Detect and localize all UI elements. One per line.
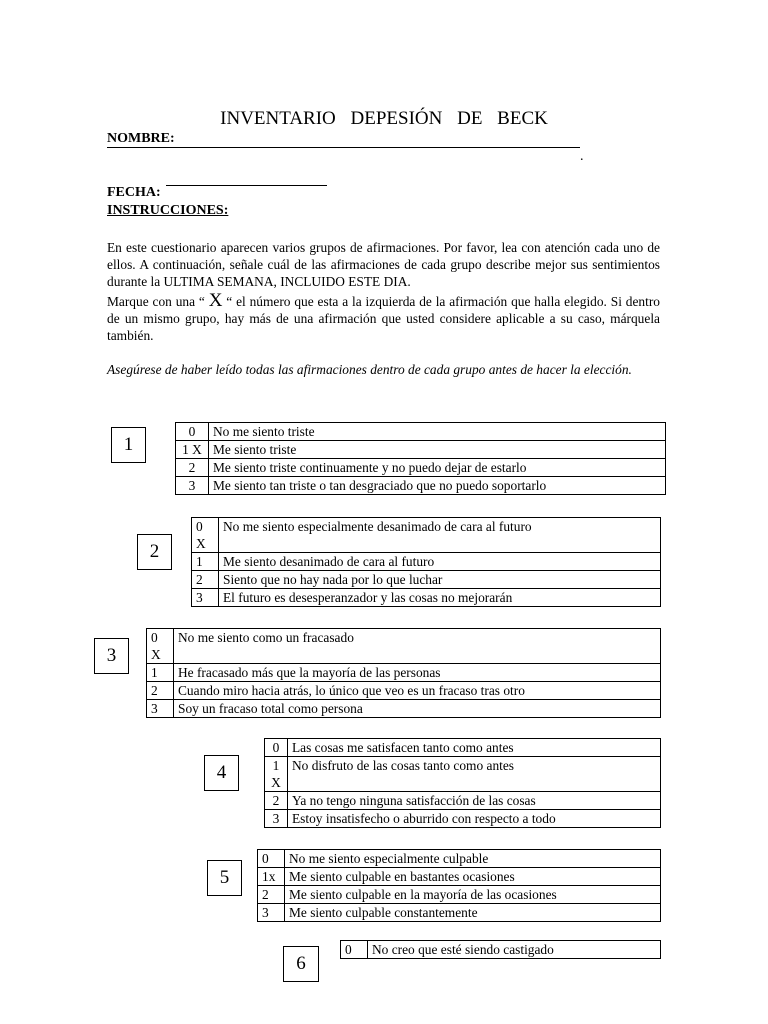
option-text: No disfruto de las cosas tanto como antes xyxy=(288,757,661,792)
question-1-option-1[interactable] xyxy=(176,441,666,459)
option-number: 3 xyxy=(192,589,219,607)
option-number: 3 xyxy=(265,810,288,828)
instructions-block xyxy=(107,239,660,378)
option-text: No me siento especialmente desanimado de cara al futuro xyxy=(219,518,661,553)
question-2-table xyxy=(191,517,661,607)
nombre-label: NOMBRE: xyxy=(107,131,175,146)
question-3-option-0[interactable] xyxy=(147,629,661,664)
instructions-paragraph-1: En este cuestionario aparecen varios grupos de afirmaciones. Por favor, lea con atención cada uno de ellos. A continuación, señale cuál de las afirmaciones de cada grupo describe mejor sus sentimientos durante la ULTIMA SEMANA, INCLUIDO ESTE DIA. xyxy=(107,240,660,289)
option-text: No me siento triste xyxy=(209,423,666,441)
option-text: Ya no tengo ninguna satisfacción de las cosas xyxy=(288,792,661,810)
option-text: No me siento especialmente culpable xyxy=(285,850,661,868)
question-6-table xyxy=(340,940,661,959)
question-1-table xyxy=(175,422,666,495)
option-text: Soy un fracaso total como persona xyxy=(174,700,661,718)
question-5-number: 5 xyxy=(207,860,242,896)
instrucciones-label: INSTRUCCIONES: xyxy=(107,203,229,218)
question-6-number: 6 xyxy=(283,946,319,982)
option-text: Me siento desanimado de cara al futuro xyxy=(219,553,661,571)
question-5-option-0[interactable] xyxy=(258,850,661,868)
option-number: 0 xyxy=(176,423,209,441)
option-number: 0 xyxy=(341,941,368,959)
option-number: 0 xyxy=(151,630,158,645)
question-4-option-1[interactable] xyxy=(265,757,661,792)
instructions-p2-start: Marque con una “ xyxy=(107,294,209,309)
option-number: 2 xyxy=(258,886,285,904)
question-2-option-3[interactable] xyxy=(192,589,661,607)
question-1-option-2[interactable] xyxy=(176,459,666,477)
question-3-number: 3 xyxy=(94,638,129,674)
question-4-number: 4 xyxy=(204,755,239,791)
fecha-label: FECHA: xyxy=(107,185,161,200)
question-2-option-2[interactable] xyxy=(192,571,661,589)
option-mark: X xyxy=(196,536,206,551)
option-text: Las cosas me satisfacen tanto como antes xyxy=(288,739,661,757)
option-number: 0 xyxy=(265,739,288,757)
question-4-option-0[interactable] xyxy=(265,739,661,757)
instructions-p2-end: “ el número que esta a la izquierda de la afirmación que halla elegido. Si dentro de un mismo grupo, hay más de una afirmación que usted considere aplicable a su caso, márquela también. xyxy=(107,294,660,343)
question-1-option-0[interactable] xyxy=(176,423,666,441)
option-text: Me siento culpable en la mayoría de las ocasiones xyxy=(285,886,661,904)
option-text: Me siento triste xyxy=(209,441,666,459)
question-6-option-0[interactable] xyxy=(341,941,661,959)
question-3-option-2[interactable] xyxy=(147,682,661,700)
question-1-number: 1 xyxy=(111,427,146,463)
question-3-option-3[interactable] xyxy=(147,700,661,718)
option-mark: X xyxy=(271,775,281,790)
option-number: 0 xyxy=(196,519,203,534)
option-text: No me siento como un fracasado xyxy=(174,629,661,664)
question-3-option-1[interactable] xyxy=(147,664,661,682)
option-text: No creo que esté siendo castigado xyxy=(368,941,661,959)
option-text: Cuando miro hacia atrás, lo único que veo es un fracaso tras otro xyxy=(174,682,661,700)
option-number: 0 xyxy=(258,850,285,868)
question-5-table xyxy=(257,849,661,922)
option-mark: X xyxy=(151,647,161,662)
option-number: 1 xyxy=(147,664,174,682)
option-number: 1 xyxy=(192,553,219,571)
option-text: Siento que no hay nada por lo que luchar xyxy=(219,571,661,589)
option-number: 2 xyxy=(176,459,209,477)
option-number: 3 xyxy=(258,904,285,922)
option-number: 2 xyxy=(265,792,288,810)
question-2-number: 2 xyxy=(137,534,172,570)
question-3-table xyxy=(146,628,661,718)
option-number: 1 X xyxy=(176,441,209,459)
option-number: 1x xyxy=(258,868,285,886)
question-4-option-3[interactable] xyxy=(265,810,661,828)
question-2-option-1[interactable] xyxy=(192,553,661,571)
option-number: 3 xyxy=(147,700,174,718)
option-number: 2 xyxy=(147,682,174,700)
page-title: INVENTARIO DEPESIÓN DE BECK xyxy=(220,108,548,129)
option-number: 3 xyxy=(176,477,209,495)
option-text: Estoy insatisfecho o aburrido con respecto a todo xyxy=(288,810,661,828)
question-4-option-2[interactable] xyxy=(265,792,661,810)
option-text: Me siento culpable constantemente xyxy=(285,904,661,922)
question-5-option-3[interactable] xyxy=(258,904,661,922)
instructions-paragraph-3: Asegúrese de haber leído todas las afirmaciones dentro de cada grupo antes de hacer la elección. xyxy=(107,362,632,377)
option-number: 2 xyxy=(192,571,219,589)
option-text: El futuro es desesperanzador y las cosas no mejorarán xyxy=(219,589,661,607)
question-1-option-3[interactable] xyxy=(176,477,666,495)
question-2-option-0[interactable] xyxy=(192,518,661,553)
option-text: Me siento triste continuamente y no puedo dejar de estarlo xyxy=(209,459,666,477)
option-number-with-mark xyxy=(192,518,219,553)
question-5-option-2[interactable] xyxy=(258,886,661,904)
option-number-with-mark xyxy=(265,757,288,792)
fecha-line[interactable] xyxy=(166,185,327,186)
instructions-x-mark: X xyxy=(208,290,223,311)
option-number-with-mark xyxy=(147,629,174,664)
option-text: Me siento culpable en bastantes ocasiones xyxy=(285,868,661,886)
question-4-table xyxy=(264,738,661,828)
option-text: Me siento tan triste o tan desgraciado que no puedo soportarlo xyxy=(209,477,666,495)
nombre-line[interactable] xyxy=(107,147,580,148)
option-number: 1 xyxy=(272,758,280,773)
instructions-paragraph-2 xyxy=(107,292,660,344)
nombre-line-end: . xyxy=(580,149,584,164)
option-text: He fracasado más que la mayoría de las personas xyxy=(174,664,661,682)
question-5-option-1[interactable] xyxy=(258,868,661,886)
